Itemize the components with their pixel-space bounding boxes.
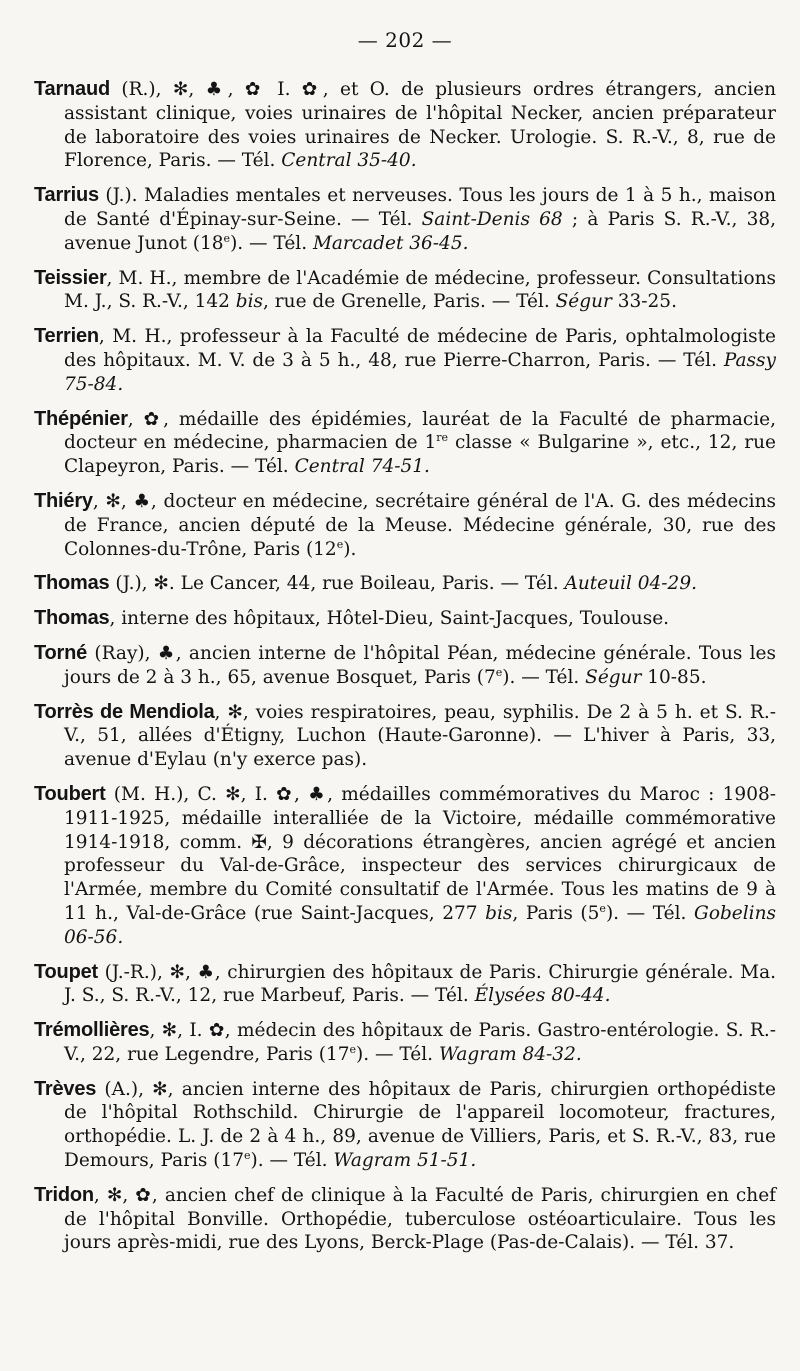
entry-text: ). — Tél.: [356, 1043, 439, 1065]
entry-telephone: Élysées 80-44.: [474, 985, 611, 1007]
entry-telephone: Gobelins 06-56.: [64, 902, 776, 948]
entry-name: Trèves: [34, 1077, 97, 1100]
entry-text: (R.), ✻, ♣, ✿ I. ✿, et O. de plusieurs ordres étrangers, ancien assistant clinique, voies urinaires de l'hôpital Necker, ancien préparateur de laboratoire des voies urinaires de Necker. Urologie. S. R.-V., 8, rue de Florence, Paris. — Tél.: [64, 79, 776, 172]
entry-text: ). — Tél.: [605, 902, 695, 924]
entry-text: , ✻, ♣, docteur en médecine, secrétaire général de l'A. G. des médecins de France, ancien député de la Meuse. Médecine générale, 30, rue des Colonnes-du-Trône, Paris (12: [64, 490, 776, 560]
entry-text: , interne des hôpitaux, Hôtel-Dieu, Saint-Jacques, Toulouse.: [109, 608, 670, 630]
ordinal-superscript: e: [244, 1148, 251, 1162]
entry-text: , rue de Grenelle, Paris. — Tél.: [263, 291, 556, 313]
entry-teissier: [34, 267, 776, 315]
entry-text: ). — Tél.: [250, 1150, 334, 1172]
entry-thomas: [34, 607, 776, 631]
entry-text: (J.). Maladies mentales et nerveuses. Tous les jours de 1 à 5 h., maison de Santé d'Épinay-sur-Seine. — Tél.: [64, 185, 776, 230]
entry-name: Thiéry: [34, 489, 93, 512]
entry-treves: [34, 1078, 776, 1173]
entry-telephone: Central 35-40.: [281, 150, 417, 172]
entry-toubert: [34, 783, 776, 950]
entry-name: Tarnaud: [34, 78, 111, 100]
entry-thomas-j: [34, 572, 776, 596]
entry-thepenier: [34, 408, 776, 479]
entry-name: Terrien: [34, 325, 99, 348]
entry-text: , ✻, ✿, ancien chef de clinique à la Faculté de Paris, chirurgien en chef de l'hôpital Bonville. Orthopédie, tuberculose ostéoarticulaire. Tous les jours après-midi, rue des Lyons, Berck-Plage (Pas-de-Calais). — Tél. 37.: [64, 1184, 776, 1254]
entry-tarnaud: [34, 78, 776, 173]
ordinal-superscript: e: [336, 537, 344, 551]
entry-name: Torrès de Mendiola: [34, 700, 215, 723]
entry-torne: [34, 642, 776, 690]
entry-text: ). — Tél.: [502, 666, 586, 688]
entry-name: Tridon: [34, 1183, 94, 1206]
entry-bis: bis: [235, 291, 264, 313]
entry-name: Teissier: [34, 266, 107, 289]
page-number: — 202 —: [357, 28, 453, 52]
entry-tridon: [34, 1184, 776, 1255]
entry-name: Toupet: [34, 960, 98, 983]
entry-name: Toubert: [34, 782, 106, 805]
entry-telephone: Marcadet 36-45.: [312, 232, 469, 254]
entry-text: 33-25.: [611, 291, 677, 313]
entry-text: ; à Paris S. R.-V., 38, avenue Junot (18: [64, 208, 777, 254]
entry-text: , ✿, médaille des épidémies, lauréat de la Faculté de pharmacie, docteur en médecine, pharmacien de 1: [64, 408, 776, 454]
ordinal-superscript: e: [599, 901, 606, 915]
entry-telephone: Central 74-51.: [294, 456, 430, 478]
entry-text: , M. H., membre de l'Académie de médecine, professeur. Consultations M. J., S. R.-V., 142: [64, 267, 776, 313]
entry-thiery: [34, 490, 776, 561]
entry-name: Trémollières: [34, 1019, 150, 1042]
entry-telephone: Wagram 51-51.: [333, 1150, 477, 1172]
entry-text: (J.-R.), ✻, ♣, chirurgien des hôpitaux de Paris. Chirurgie générale. Ma. J. S., S. R.-V., 12, rue Marbeuf, Paris. — Tél.: [64, 961, 776, 1007]
ordinal-superscript: e: [495, 665, 503, 679]
entry-bis: bis: [485, 902, 513, 924]
entry-telephone: Passy 75-84.: [64, 349, 776, 395]
entry-name: Thépénier: [34, 407, 128, 430]
entry-torres: [34, 701, 776, 772]
entry-name: Thomas: [34, 607, 110, 630]
entry-text: (M. H.), C. ✻, I. ✿, ♣, médailles commémoratives du Maroc : 1908-1911-1925, médaille interalliée de la Victoire, médaille commémorative 1914-1918, comm. ✠, 9 décorations étrangères, ancien agrégé et ancien professeur du Val-de-Grâce, inspecteur des services chirurgicaux de l'Armée, membre du Comité consultatif de l'Armée. Tous les matins de 9 à 11 h., Val-de-Grâce (rue Saint-Jacques, 277: [64, 783, 776, 924]
entry-telephone: Auteuil 04-29.: [564, 573, 697, 595]
entry-telephone: Ségur: [555, 291, 612, 313]
entry-text: ). — Tél.: [230, 232, 313, 254]
entry-telephone: Wagram 84-32.: [438, 1043, 582, 1065]
entry-text: , M. H., professeur à la Faculté de médecine de Paris, ophtalmologiste des hôpitaux. M. V. de 3 à 5 h., 48, rue Pierre-Charron, Paris. — Tél.: [64, 326, 776, 371]
entry-text: (J.), ✻. Le Cancer, 44, rue Boileau, Paris. — Tél.: [109, 573, 565, 595]
entry-text: , ✻, I. ✿, médecin des hôpitaux de Paris. Gastro-entérologie. S. R.-V., 22, rue Legendre, Paris (17: [64, 1020, 776, 1065]
ordinal-superscript: e: [223, 231, 231, 245]
entry-toupet: [34, 961, 776, 1009]
entry-telephone: Saint-Denis 68: [421, 208, 563, 230]
ordinal-superscript: e: [349, 1042, 357, 1056]
entry-text: ).: [343, 538, 357, 560]
entry-text: (A.), ✻, ancien interne des hôpitaux de Paris, chirurgien orthopédiste de l'hôpital Rothschild. Chirurgie de l'appareil locomoteur, fractures, orthopédie. L. J. de 2 à 4 h., 89, avenue de Villiers, Paris, et S. R.-V., 83, rue Demours, Paris (17: [64, 1078, 776, 1172]
entry-text: (Ray), ♣, ancien interne de l'hôpital Péan, médecine générale. Tous les jours de 2 à 3 h., 65, avenue Bosquet, Paris (7: [64, 642, 776, 688]
entry-text: 10-85.: [641, 666, 707, 688]
entry-name: Torné: [34, 641, 88, 664]
entry-text: , ✻, voies respiratoires, peau, syphilis. De 2 à 5 h. et S. R.-V., 51, allées d'Étigny, Luchon (Haute-Garonne). — L'hiver à Paris, 33, avenue d'Eylau (n'y exerce pas).: [64, 701, 776, 771]
entry-text: classe « Bulgarine », etc., 12, rue Clapeyron, Paris. — Tél.: [64, 432, 776, 478]
entry-tarrius: [34, 184, 776, 255]
entry-tremollieres: [34, 1019, 776, 1067]
ordinal-superscript: re: [436, 431, 449, 445]
entry-name: Thomas: [34, 572, 110, 595]
entry-terrien: [34, 325, 776, 396]
entry-name: Tarrius: [34, 184, 99, 207]
entry-telephone: Ségur: [585, 666, 642, 688]
entry-text: , Paris (5: [512, 902, 600, 924]
